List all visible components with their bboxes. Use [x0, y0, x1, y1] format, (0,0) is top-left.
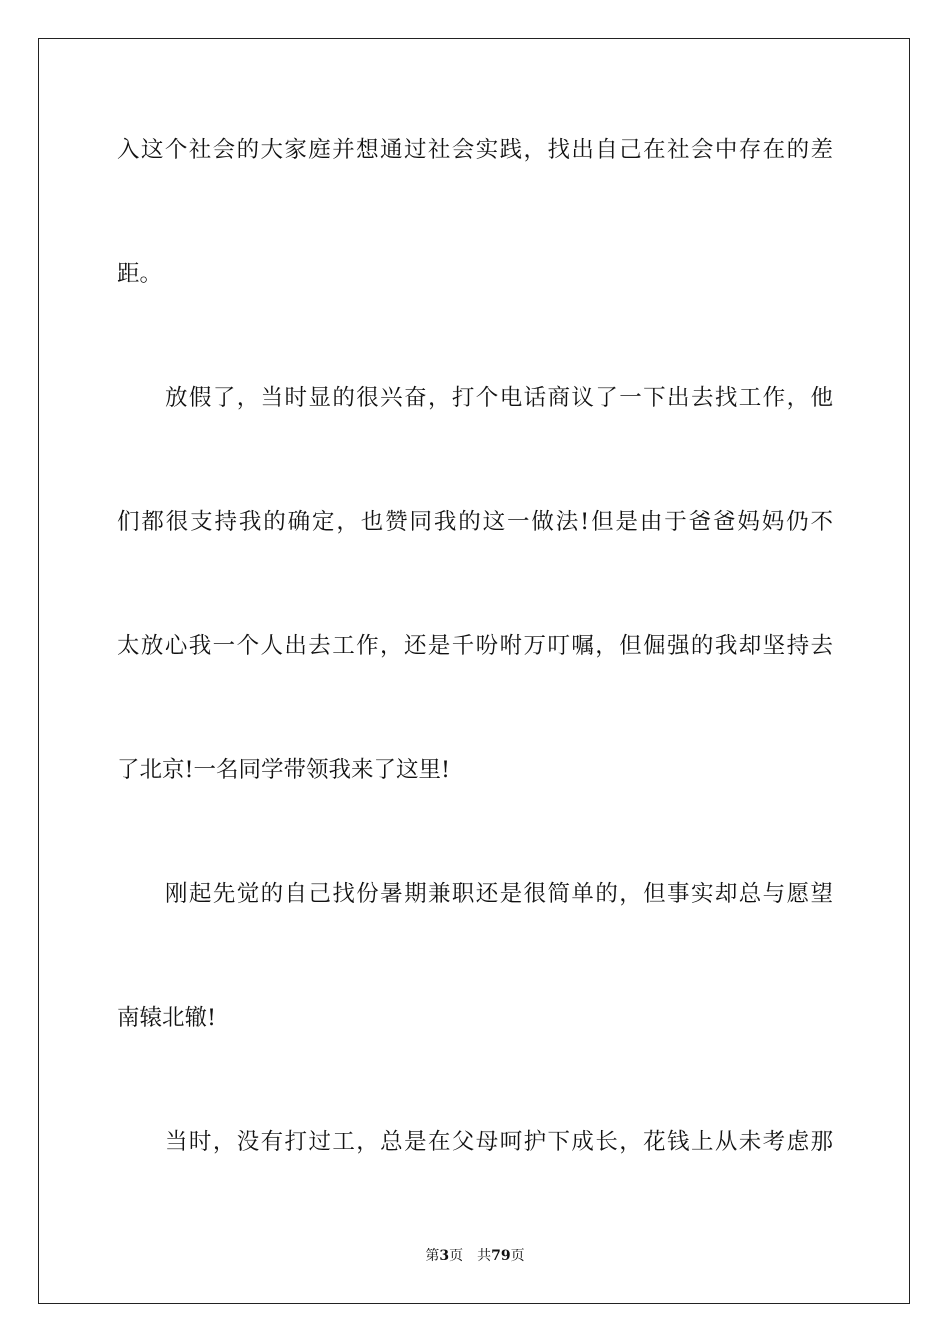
- text-line-1: 入这个社会的大家庭并想通过社会实践，找出自己在社会中存在的差: [117, 137, 833, 163]
- total-pages: 79: [491, 1248, 511, 1264]
- total-label-prefix: 共: [477, 1248, 492, 1264]
- page-number: 3: [439, 1248, 450, 1264]
- page-frame: [38, 38, 910, 1304]
- page-label-prefix: 第: [425, 1248, 440, 1264]
- text-line-5: 太放心我一个人出去工作，还是千吩咐万叮嘱，但倔强的我却坚持去: [117, 633, 833, 659]
- text-line-6: 了北京!一名同学带领我来了这里!: [117, 757, 451, 783]
- page-label-suffix: 页: [449, 1248, 464, 1264]
- page-footer: [0, 1246, 950, 1266]
- text-line-4: 们都很支持我的确定，也赞同我的这一做法!但是由于爸爸妈妈仍不: [117, 509, 833, 535]
- text-line-7: 刚起先觉的自己找份暑期兼职还是很简单的，但事实却总与愿望: [165, 881, 833, 907]
- total-label-suffix: 页: [510, 1248, 525, 1264]
- text-line-2: 距。: [117, 261, 163, 287]
- text-line-8: 南辕北辙!: [117, 1005, 217, 1031]
- text-line-3: 放假了，当时显的很兴奋，打个电话商议了一下出去找工作，他: [165, 385, 833, 411]
- text-line-9: 当时，没有打过工，总是在父母呵护下成长，花钱上从未考虑那: [165, 1129, 833, 1155]
